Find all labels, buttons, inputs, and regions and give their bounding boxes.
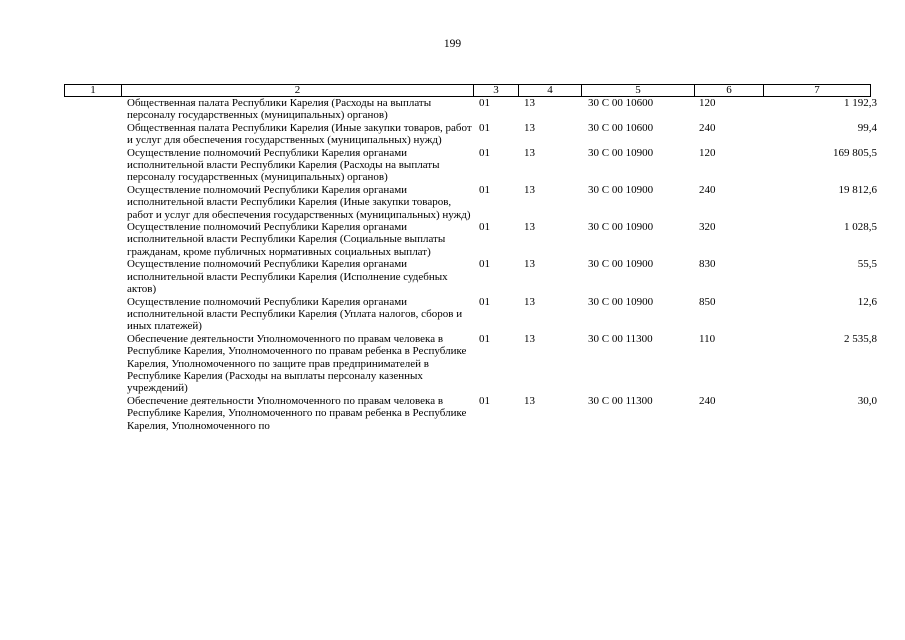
table-row (0, 258, 905, 295)
expense-name: Обеспечение деятельности Уполномоченного по правам человека в Республике Карелия, Уполномоченного по правам ребенка в Республике Карелия, Уполномоченного по защите прав предпринимателей в Республике Карелия (Расходы на выплаты персоналу казенных учреждений) (127, 332, 467, 395)
section-code: 01 (479, 258, 490, 271)
subsection-code: 13 (524, 97, 535, 109)
column-header-table (64, 84, 871, 97)
expense-name: Осуществление полномочий Республики Карелия органами исполнительной власти Республики Карелия (Расходы на выплаты персоналу государственных (муниципальных) органов) (127, 146, 440, 184)
target-article-code: 30 С 00 10900 (588, 146, 654, 159)
target-article-code: 30 С 00 10900 (588, 183, 654, 196)
target-article-code: 30 С 00 10600 (588, 97, 654, 109)
expense-name: Осуществление полномочий Республики Карелия органами исполнительной власти Республики Карелия (Исполнение судебных актов) (127, 258, 448, 296)
expense-name: Осуществление полномочий Республики Карелия органами исполнительной власти Республики Карелия (Социальные выплаты гражданам, кроме публичных нормативных социальных выплат) (127, 221, 446, 258)
section-code: 01 (479, 146, 490, 159)
section-code: 01 (479, 121, 490, 134)
subsection-code: 13 (524, 394, 535, 407)
amount: 99,4 (857, 121, 877, 134)
section-code: 01 (479, 221, 490, 234)
amount: 19 812,6 (838, 183, 877, 196)
column-number-3: 3 (474, 85, 519, 97)
subsection-code: 13 (524, 295, 535, 308)
expense-type-code: 120 (699, 146, 716, 159)
expense-type-code: 240 (699, 394, 716, 407)
target-article-code: 30 С 00 10900 (588, 295, 654, 308)
amount: 1 028,5 (844, 221, 877, 234)
expense-name: Осуществление полномочий Республики Карелия органами исполнительной власти Республики Карелия (Уплата налогов, сборов и иных платежей) (127, 295, 463, 333)
expense-type-code: 120 (699, 97, 716, 109)
table-row (0, 184, 905, 221)
expense-name: Общественная палата Республики Карелия (Расходы на выплаты персоналу государственных (муниципальных) органов) (127, 97, 432, 122)
amount: 2 535,8 (844, 332, 877, 345)
amount: 55,5 (857, 258, 877, 271)
amount: 30,0 (857, 394, 877, 407)
section-code: 01 (479, 183, 490, 196)
expense-type-code: 850 (699, 295, 716, 308)
subsection-code: 13 (524, 183, 535, 196)
expense-type-code: 830 (699, 258, 716, 271)
subsection-code: 13 (524, 221, 535, 234)
table-row (0, 122, 905, 147)
subsection-code: 13 (524, 121, 535, 134)
column-number-7: 7 (764, 85, 871, 97)
column-number-6: 6 (695, 85, 764, 97)
target-article-code: 30 С 00 10900 (588, 258, 654, 271)
expense-name: Осуществление полномочий Республики Карелия органами исполнительной власти Республики Карелия (Иные закупки товаров, работ и услуг для обеспечения государственных (муниципальных) нужд) (127, 183, 471, 221)
table-row (0, 296, 905, 333)
subsection-code: 13 (524, 146, 535, 159)
expense-type-code: 320 (699, 221, 716, 234)
amount: 169 805,5 (833, 146, 877, 159)
table-row (0, 147, 905, 184)
table-row (0, 333, 905, 395)
expense-type-code: 110 (699, 332, 716, 345)
page-number: 199 (443, 38, 462, 50)
expense-name: Общественная палата Республики Карелия (Иные закупки товаров, работ и услуг для обеспечения государственных (муниципальных) нужд) (127, 121, 472, 147)
subsection-code: 13 (524, 258, 535, 271)
amount: 12,6 (857, 295, 877, 308)
section-code: 01 (479, 394, 490, 407)
column-number-1: 1 (65, 85, 122, 97)
column-header-row (65, 85, 871, 97)
section-code: 01 (479, 332, 490, 345)
expense-name: Обеспечение деятельности Уполномоченного по правам человека в Республике Карелия, Уполномоченного по правам ребенка в Республике Карелия, Уполномоченного по (127, 394, 467, 432)
section-code: 01 (479, 97, 490, 109)
table-row (0, 221, 905, 258)
column-number-5: 5 (582, 85, 695, 97)
target-article-code: 30 С 00 10600 (588, 121, 654, 134)
subsection-code: 13 (524, 332, 535, 345)
table-row (0, 97, 905, 122)
target-article-code: 30 С 00 10900 (588, 221, 654, 234)
target-article-code: 30 С 00 11300 (588, 332, 653, 345)
column-number-2: 2 (122, 85, 474, 97)
amount: 1 192,3 (844, 97, 877, 109)
expense-type-code: 240 (699, 183, 716, 196)
expense-type-code: 240 (699, 121, 716, 134)
table-row (0, 395, 905, 432)
section-code: 01 (479, 295, 490, 308)
target-article-code: 30 С 00 11300 (588, 394, 653, 407)
column-number-4: 4 (519, 85, 582, 97)
budget-rows (0, 97, 905, 432)
